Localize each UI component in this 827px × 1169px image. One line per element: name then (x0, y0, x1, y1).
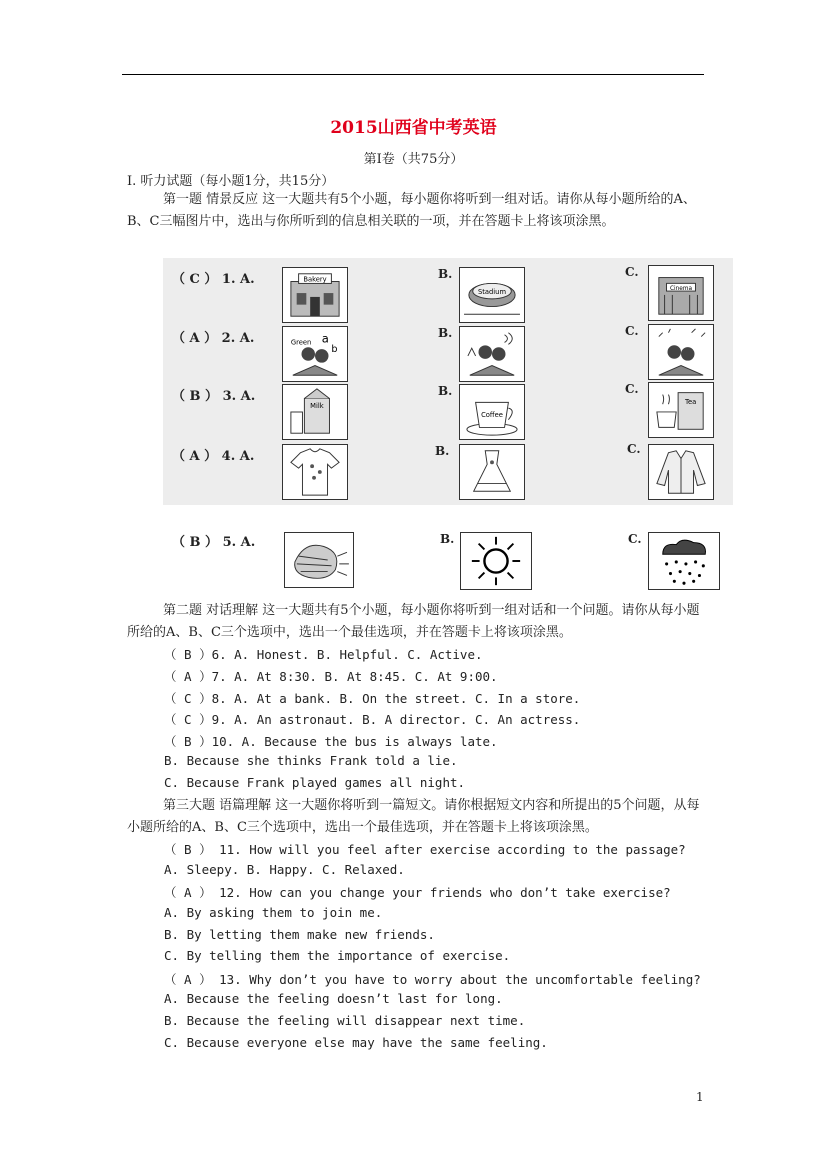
stadium-icon (459, 267, 525, 323)
question-11: （ B ） 11. How will you feel after exercise according to the passage? (164, 842, 686, 857)
option-c-letter: C. (625, 265, 639, 279)
question-13: （ A ） 13. Why don’t you have to worry about the uncomfortable feeling? (164, 972, 701, 987)
cinema-icon (648, 265, 714, 321)
green-book-abc-icon (282, 326, 348, 382)
page-subtitle: 第Ⅰ卷（共75分） (363, 152, 464, 167)
question-10: （ B ）10. A. Because the bus is always late. (164, 734, 498, 749)
question-12-option-a: A. By asking them to join me. (164, 905, 383, 920)
question-3-label: （ B ） 3. A. (172, 389, 256, 404)
bakery-sign: Bakery (303, 275, 327, 284)
green-sign: Green (290, 338, 312, 347)
milk-sign: Milk (310, 402, 324, 411)
option-c-letter: C. (627, 442, 641, 456)
question-12-option-b: B. By letting them make new friends. (164, 927, 435, 942)
question-8: （ C ）8. A. At a bank. B. On the street. C. In a store. (164, 691, 581, 706)
question-13-option-c: C. Because everyone else may have the same feeling. (164, 1035, 548, 1050)
reading-group-icon (648, 324, 714, 380)
coffee-cup-icon (459, 384, 525, 440)
question-9: （ C ）9. A. An astronaut. B. A director. C. An actress. (164, 712, 581, 727)
page-number: 1 (696, 1090, 704, 1104)
bakery-icon (282, 267, 348, 323)
part1-instructions: 第一题 情景反应 这一大题共有5个小题，每小题你将听到一组对话。请你从每小题所给的A、B、C三幅图片中，选出与你所听到的信息相关联的一项，并在答题卡上将该项涂黑。 (127, 192, 696, 229)
tshirt-icon (282, 444, 348, 500)
question-13-option-b: B. Because the feeling will disappear next time. (164, 1013, 526, 1028)
coffee-sign: Coffee (481, 410, 503, 419)
part2-instructions: 第二题 对话理解 这一大题共有5个小题，每小题你将听到一组对话和一个问题。请你从每小题所给的A、B、C三个选项中，选出一个最佳选项，并在答题卡上将该项涂黑。 (127, 603, 700, 640)
question-12-option-c: C. By telling them the importance of exercise. (164, 948, 511, 963)
windy-icon (284, 532, 354, 588)
option-b-letter: B. (438, 267, 453, 281)
question-4-label: （ A ） 4. A. (172, 449, 255, 464)
question-10-option-b: B. Because she thinks Frank told a lie. (164, 753, 458, 768)
section-heading: I. 听力试题（每小题1分，共15分） (127, 174, 335, 189)
question-13-option-a: A. Because the feeling doesn’t last for long. (164, 991, 503, 1006)
question-10-option-c: C. Because Frank played games all night. (164, 775, 466, 790)
page-title: 2015山西省中考英语 (330, 118, 497, 138)
question-12: （ A ） 12. How can you change your friends who don’t take exercise? (164, 885, 671, 900)
reading-music-icon (459, 326, 525, 382)
option-c-letter: C. (628, 532, 642, 546)
svg-text:a: a (321, 331, 329, 346)
header-rule (122, 74, 704, 75)
option-b-letter: B. (435, 444, 450, 458)
question-1-label: （ C ） 1. A. (172, 272, 255, 287)
part3-instructions: 第三大题 语篇理解 这一大题你将听到一篇短文。请你根据短文内容和所提出的5个问题，从每小题所给的A、B、C三个选项中，选出一个最佳选项，并在答题卡上将该项涂黑。 (127, 798, 700, 835)
tea-icon (648, 382, 714, 438)
cinema-sign: Cinema (670, 286, 692, 293)
option-c-letter: C. (625, 324, 639, 338)
question-6: （ B ）6. A. Honest. B. Helpful. C. Active. (164, 647, 483, 662)
dress-icon (459, 444, 525, 500)
stadium-sign: Stadium (477, 288, 507, 297)
svg-text:b: b (331, 344, 338, 356)
option-c-letter: C. (625, 382, 639, 396)
question-5-label: （ B ） 5. A. (172, 535, 256, 550)
option-b-letter: B. (440, 532, 455, 546)
sunny-icon (460, 532, 532, 590)
sweater-icon (648, 444, 714, 500)
option-b-letter: B. (438, 326, 453, 340)
option-b-letter: B. (438, 384, 453, 398)
question-2-label: （ A ） 2. A. (172, 331, 255, 346)
question-7: （ A ）7. A. At 8:30. B. At 8:45. C. At 9:00. (164, 669, 498, 684)
tea-sign: Tea (685, 398, 697, 407)
milk-icon (282, 384, 348, 440)
rainy-icon (648, 532, 720, 590)
question-11-options: A. Sleepy. B. Happy. C. Relaxed. (164, 862, 405, 877)
